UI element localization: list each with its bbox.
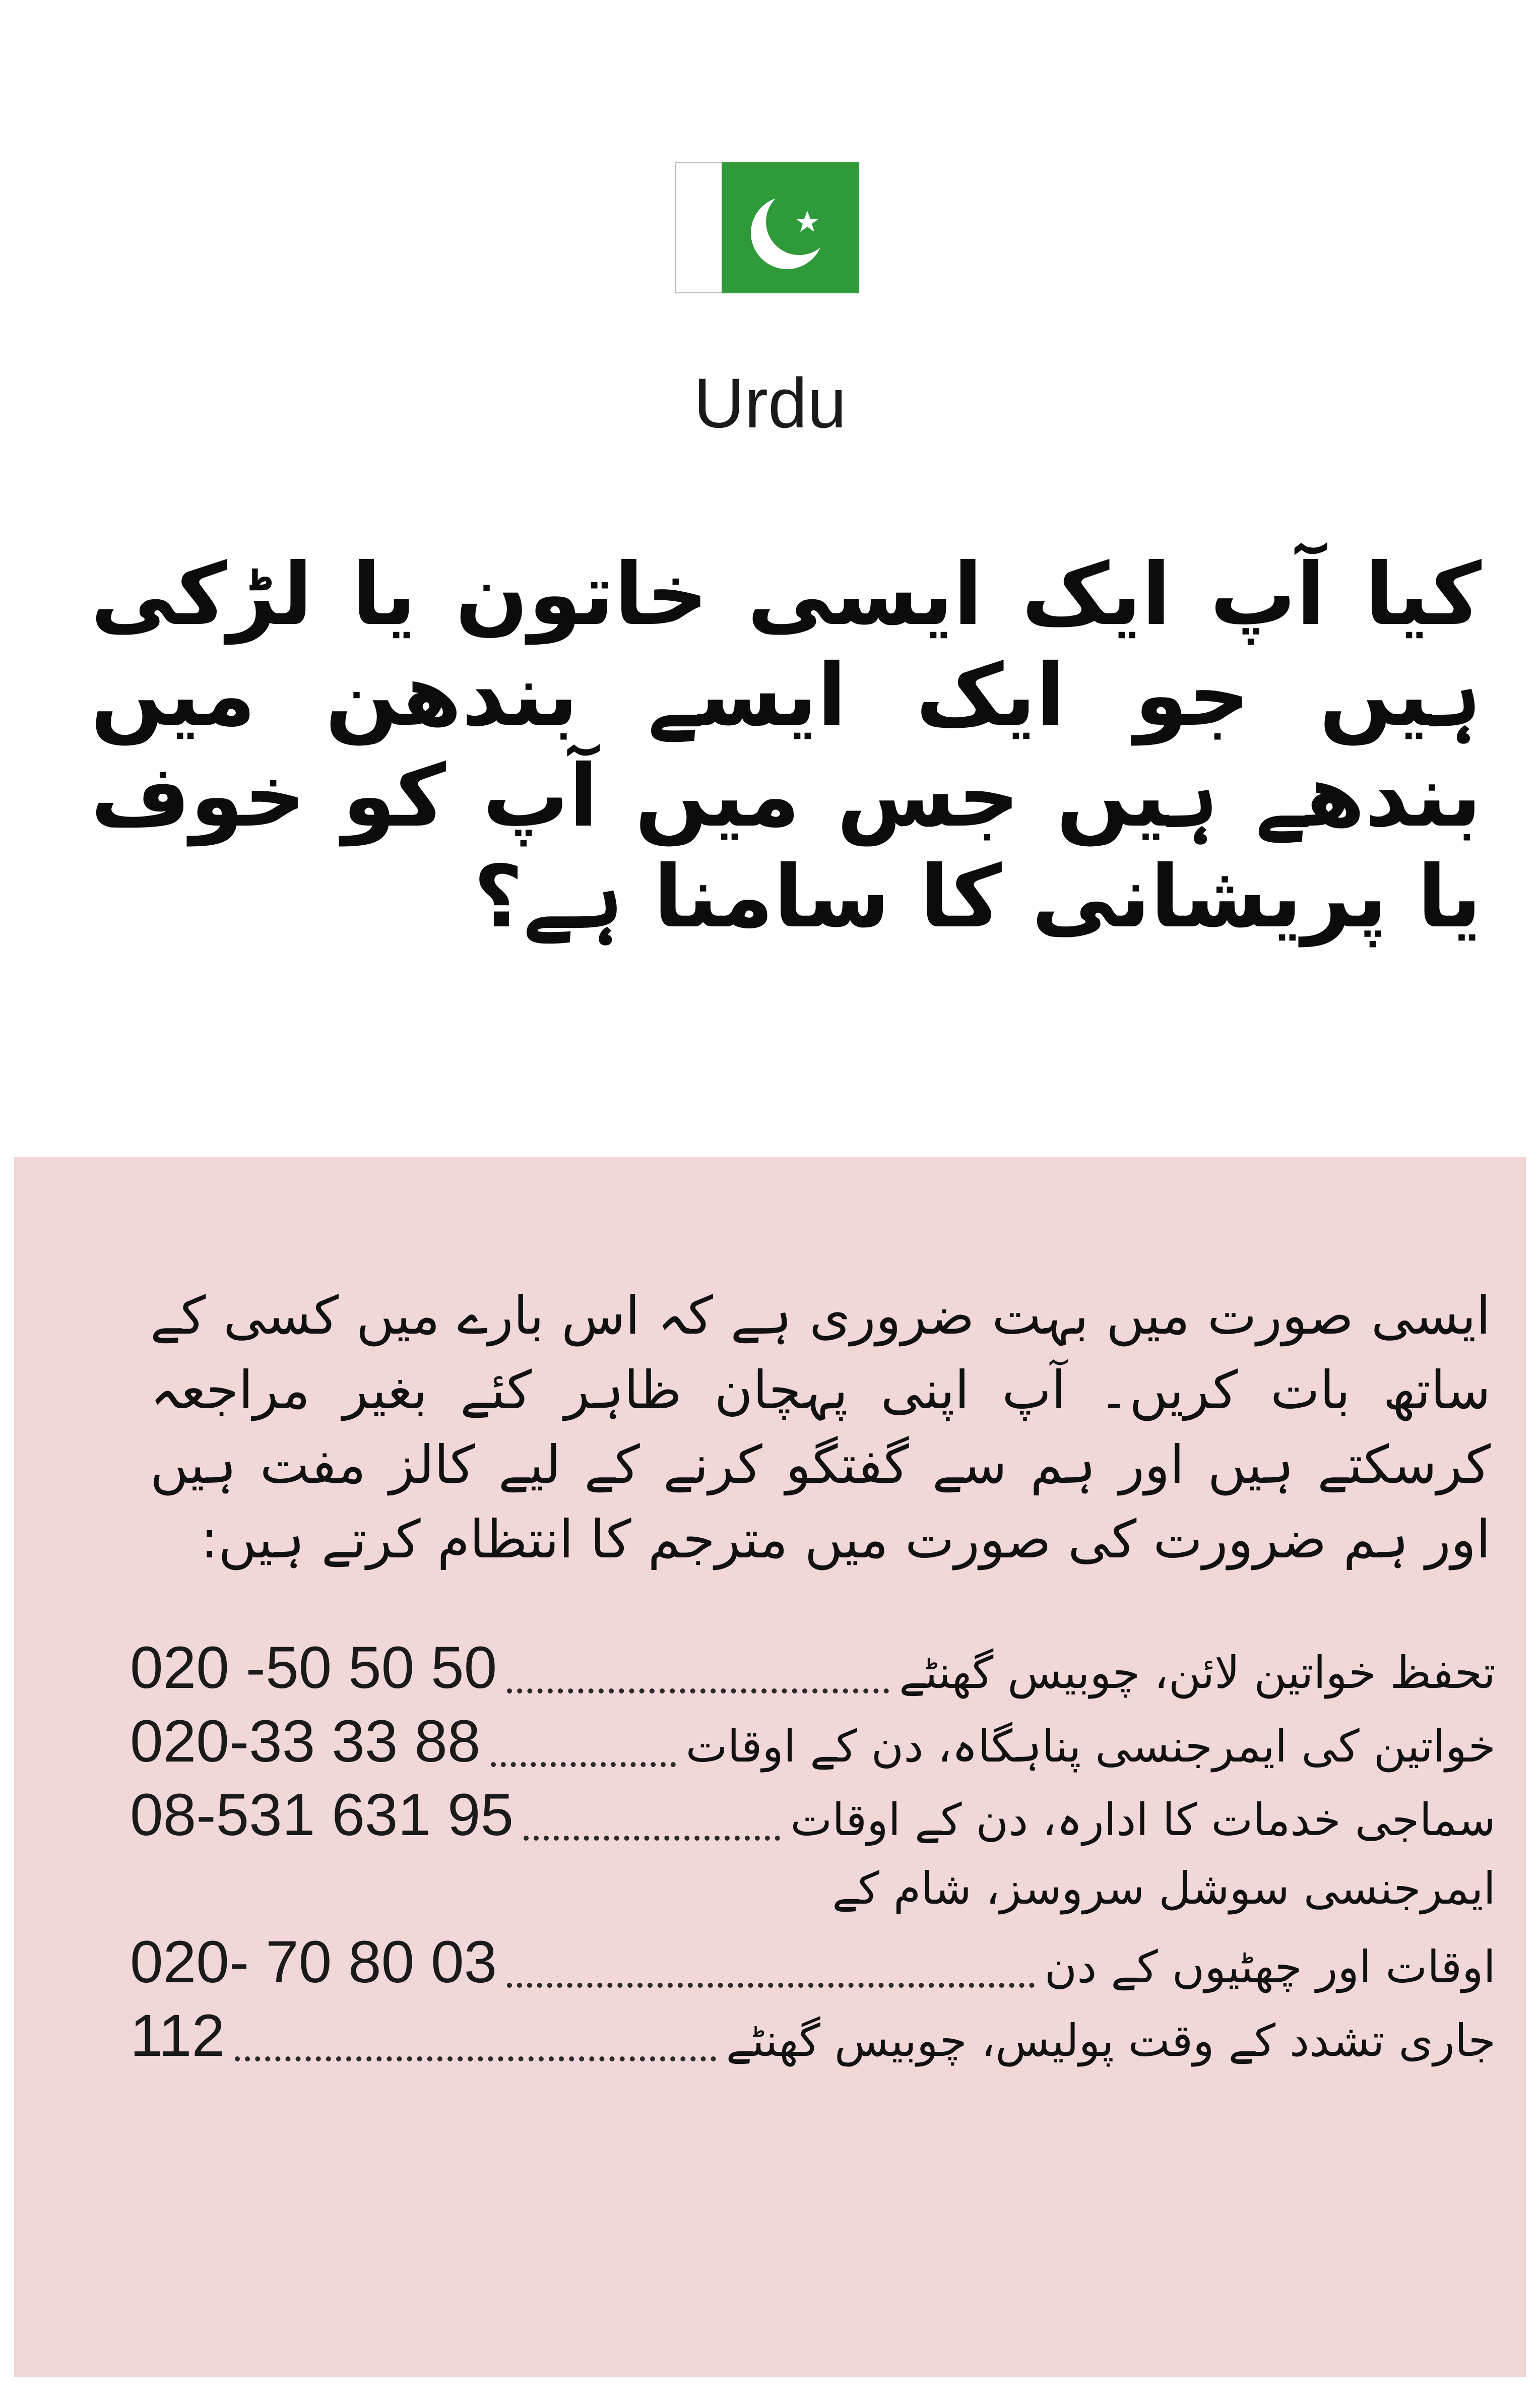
contact-row (130, 1778, 1496, 1852)
dot-leader (524, 1826, 780, 1841)
contact-list (130, 1631, 1496, 2072)
contact-row (130, 1999, 1496, 2072)
pakistan-flag-icon (675, 162, 859, 293)
phone-number[interactable]: 020 -50 50 50 (130, 1635, 497, 1701)
service-name: جاری تشدد کے وقت پولیس، چوبیس گھنٹے (726, 2015, 1496, 2066)
intro-text: ایسی صورت میں بہت ضروری ہے کہ اس بارے میں کسی کے ساتھ بات کریں۔ آپ اپنی پہچان ظاہر کئے بغیر مراجعہ کرسکتے ہیں اور ہم سے گفتگو کرنے کے لیے کالز مفت ہیں اور ہم ضرورت کی صورت میں مترجم کا انتظام کرتے ہیں: (150, 1285, 1491, 1570)
language-label: Urdu (693, 363, 847, 443)
service-name: سماجی خدمات کا ادارہ، دن کے اوقات (790, 1794, 1496, 1846)
dot-leader (507, 1678, 889, 1693)
headline: کیا آپ ایک ایسی خاتون یا لڑکی ہیں جو ایک ایسے بندھن میں بندھے ہیں جس میں آپ کو خوف یا پریشانی کا سامنا ہے؟ (91, 545, 1482, 947)
contact-row (130, 1631, 1496, 1705)
service-name: خواتین کی ایمرجنسی پناہگاہ، دن کے اوقات (685, 1720, 1496, 1772)
phone-number[interactable]: 112 (130, 2002, 225, 2069)
phone-number[interactable]: 020- 70 80 03 (130, 1929, 497, 1995)
phone-number[interactable]: 020-33 33 88 (130, 1708, 481, 1775)
contact-row-continuation (130, 1852, 1496, 1925)
service-name-line1: ایمرجنسی سوشل سروسز، شام کے (832, 1862, 1496, 1914)
dot-leader (235, 2046, 716, 2061)
info-panel (14, 1157, 1526, 2377)
service-name: تحفظ خواتین لائن، چوبیس گھنٹے (899, 1647, 1496, 1699)
dot-leader (491, 1752, 676, 1767)
dot-leader (507, 1973, 1034, 1988)
contact-row (130, 1705, 1496, 1778)
contact-row (130, 1925, 1496, 1999)
phone-number[interactable]: 08-531 631 95 (130, 1782, 514, 1848)
service-name-line2: اوقات اور چھٹیوں کے دن (1044, 1941, 1496, 1993)
